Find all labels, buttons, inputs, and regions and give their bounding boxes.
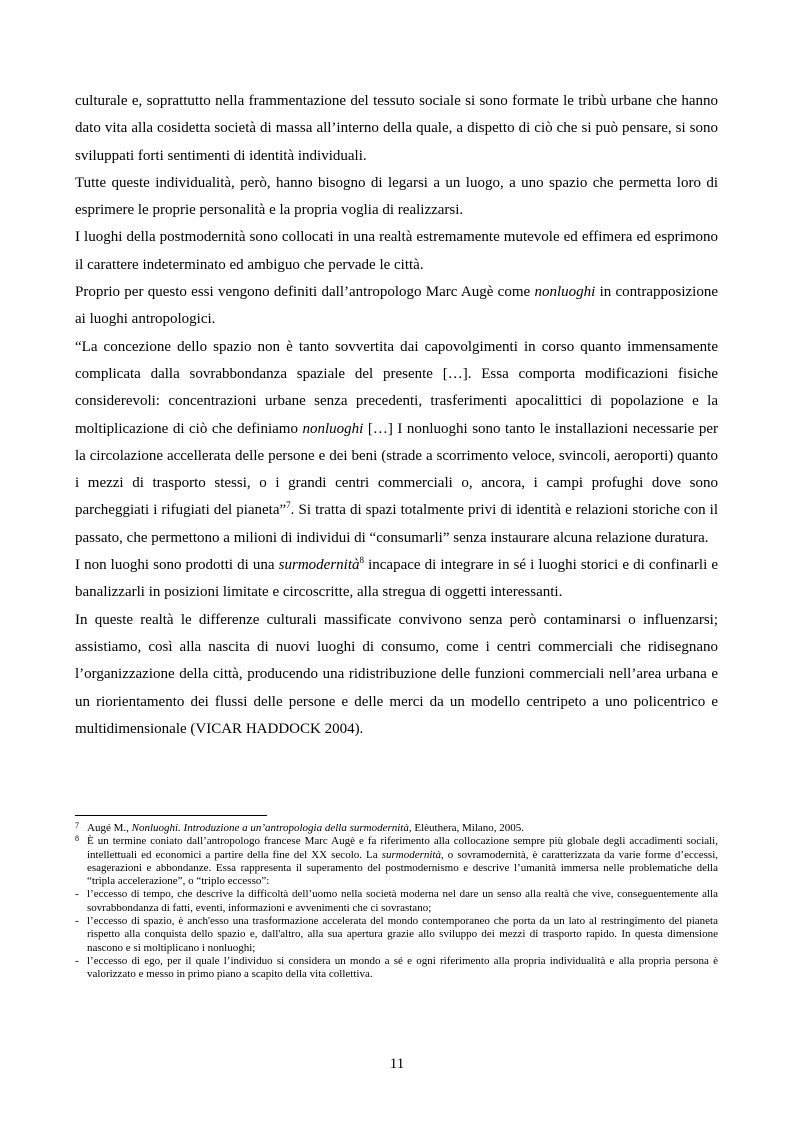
list-item-text: l’eccesso di ego, per il quale l’individuo si considera un mondo a sé e ogni riferimento alla propria individualità e alla propria persona è valorizzato e messo in primo piano a scapito della vita collettiva. (87, 954, 718, 981)
italic-term: nonluoghi (534, 284, 596, 301)
paragraph-2 (75, 170, 718, 225)
list-item (75, 955, 718, 982)
footnote-8 (75, 835, 718, 888)
paragraph-text: Proprio per questo essi vengono definiti dall’antropologo Marc Augè come (75, 284, 535, 301)
list-item (75, 915, 718, 955)
list-item-text: l’eccesso di spazio, è anch'esso una trasformazione accelerata del mondo contemporaneo che porta da un lato al restringimento del pianeta rispetto alla conquista dello spazio e, dall'altro, alla sua apertura grazie allo sviluppo dei mezzi di trasporto rapido. In questa dimensione nascono e si moltiplicano i nonluoghi; (87, 915, 718, 954)
paragraph-text: I non luoghi sono prodotti di una (75, 557, 279, 574)
list-dash: - (75, 888, 79, 901)
list-dash: - (75, 954, 79, 967)
page-number: 11 (389, 1056, 405, 1072)
footnote-list (75, 888, 718, 981)
paragraph-1 (75, 88, 718, 170)
footnote-text: , o sovramodernità, è caratterizzata da varie forme d’eccessi, esagerazioni e abbondanze. Essa rappresenta il superamento del postmodernismo e descrive l’umanità immersa nelle problematiche della “tripla accelerazione”, o “triplo eccesso”: (87, 848, 718, 888)
list-dash: - (75, 915, 79, 928)
footnote-mark: 7 (75, 821, 79, 830)
paragraph-text: Tutte queste individualità, però, hanno bisogno di legarsi a un luogo, a uno spazio che permetta loro di esprimere le proprie personalità e la propria voglia di realizzarsi. (75, 174, 718, 219)
footnote-separator (75, 815, 267, 816)
footnote-book-title: Nonluoghi. Introduzione a un’antropologia della surmodernità, (131, 822, 412, 834)
italic-term: surmodernità (381, 848, 441, 861)
body-text (75, 88, 718, 743)
italic-term: surmodernità (278, 557, 360, 574)
paragraph-4 (75, 279, 718, 334)
footnote-ref-8[interactable]: 8 (359, 555, 364, 566)
paragraph-text: […] I nonluoghi sono tanto le installazioni necessarie per la circolazione accellerata delle persone e dei beni (strade a scorrimento veloce, svincoli, aeroporti) quanto i mezzi di trasporto stessi, o i grandi centri commerciali o, ancora, i campi profughi dove sono parcheggiati i rifugiati del pianeta” (75, 420, 718, 519)
paragraph-5-quote (75, 334, 718, 552)
footnote-text: Augé M., (87, 822, 132, 834)
paragraph-text: culturale e, soprattutto nella frammentazione del tessuto sociale si sono formate le tribù urbane che hanno dato vita alla cosidetta società di massa all’interno della quale, a dispetto di ciò che si può pensare, si sono sviluppati forti sentimenti di identità individuali. (75, 93, 718, 164)
footnote-ref-7[interactable]: 7 (286, 500, 291, 511)
paragraph-text: incapace di integrare in sé i luoghi storici e di confinarli e banalizzarli in posizioni limitate e circoscritte, alla stregua di oggetti interessanti. (75, 557, 718, 601)
list-item-text: l’eccesso di tempo, che descrive la difficoltà dell’uomo nella società moderna nel dare un senso alla realtà che vive, conseguentemente alla sovrabbondanza di fatti, eventi, informazioni e avvenimenti che ci sovrastano; (87, 888, 718, 914)
footnote-7 (75, 822, 718, 835)
paragraph-7 (75, 607, 718, 743)
footnote-mark: 8 (75, 834, 79, 844)
paragraph-text: “La concezione dello spazio non è tanto sovvertita dai capovolgimenti in corso quanto immensamente complicata dalla sovrabbondanza spaziale del presente […]. Essa comporta modificazioni fisiche considerevoli: concentrazioni urbane senza precedenti, trasferimenti apocalittici di popolazione e la moltiplicazione di ciò che definiamo (75, 338, 718, 437)
paragraph-3 (75, 224, 718, 279)
paragraph-text: In queste realtà le differenze culturali massificate convivono senza però contaminarsi o influenzarsi; assistiamo, così alla nascita di nuovi luoghi di consumo, come i centri commerciali che ridisegnano l’organizzazione della città, producendo una ridistribuzione delle funzioni commerciali nell’area urbana e un riorientamento dei flussi delle persone e delle merci da un modello centripeto a uno policentrico e multidimensionale (VICAR HADDOCK 2004). (75, 611, 718, 737)
paragraph-text: . Si tratta di spazi totalmente privi di identità e relazioni storiche con il passato, che permettono a milioni di individui di “consumarli” senza instaurare alcuna relazione duratura. (75, 502, 718, 546)
paragraph-text: I luoghi della postmodernità sono collocati in una realtà estremamente mutevole ed effimera ed esprimono il carattere indeterminato ed ambiguo che pervade le città. (75, 229, 718, 273)
footnotes (75, 822, 718, 982)
paragraph-6 (75, 552, 718, 607)
paragraph-text: in contrapposizione ai luoghi antropologici. (75, 284, 718, 328)
italic-term: nonluoghi (302, 420, 364, 437)
list-item (75, 888, 718, 915)
footnote-text: È un termine coniato dall’antropologo francese Marc Augè e fa riferimento alla collocazione sempre più globale degli accadimenti sociali, intellettuali ed economici a partire della fine del XX secolo. La (87, 835, 718, 861)
footnote-text: Elèuthera, Milano, 2005. (411, 822, 525, 834)
